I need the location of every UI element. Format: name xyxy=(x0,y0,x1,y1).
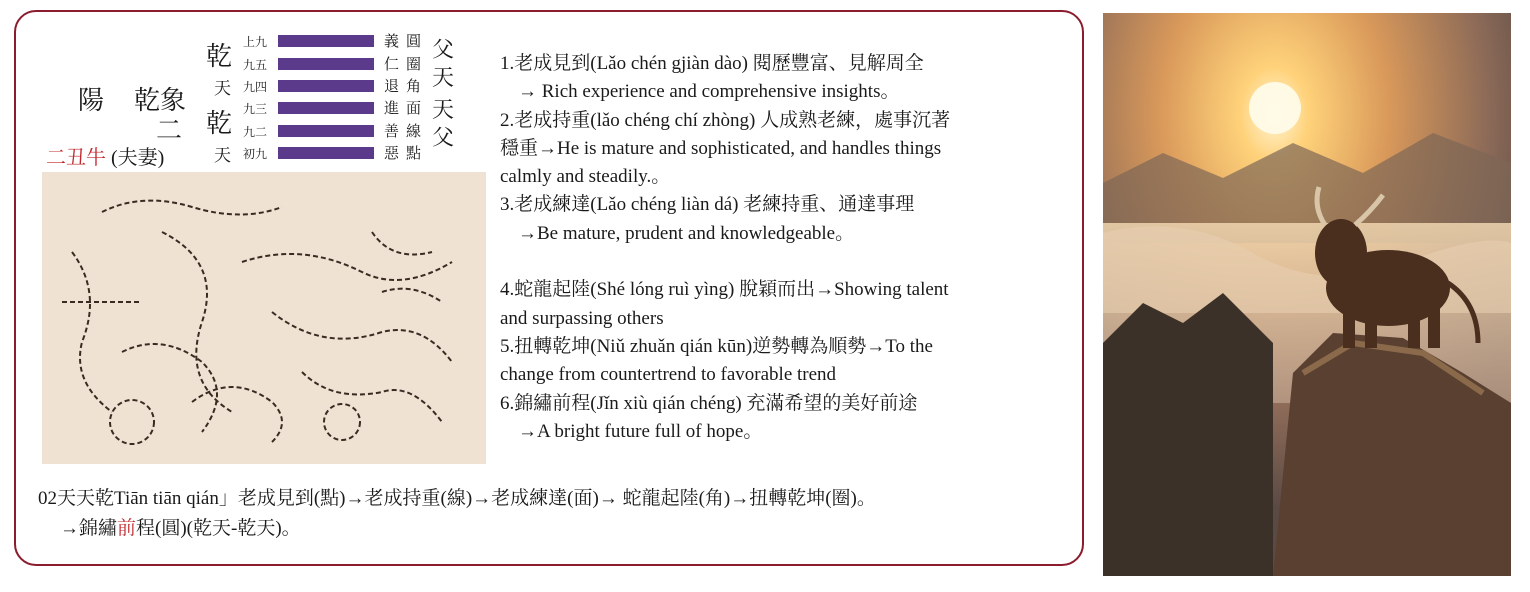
yang-char: 陽 xyxy=(78,86,105,115)
virtue-char: 善 xyxy=(384,124,400,140)
virtue-char: 惡 xyxy=(384,146,400,162)
line-8 xyxy=(500,248,1060,276)
tian-bottom-char: 天 xyxy=(214,146,231,165)
yang-line-bar xyxy=(278,102,374,114)
explanation-text xyxy=(500,50,1060,446)
yang-line-bar xyxy=(278,58,374,70)
virtue-char: 義 xyxy=(384,34,400,50)
line-10: and surpassing others xyxy=(500,307,664,329)
shape-char: 圓 xyxy=(406,34,422,50)
shape-char: 圈 xyxy=(406,57,422,73)
summary-line-2: →錦繡前程(圓)(乾天-乾天)。 xyxy=(60,518,301,539)
shape-char: 角 xyxy=(406,79,422,95)
virtue-char: 仁 xyxy=(384,57,400,73)
line-13: 6.錦繡前程(Jǐn xiù qián chéng) 充滿希望的美好前途 xyxy=(500,392,918,414)
shape-char: 面 xyxy=(406,101,422,117)
line-name: 初九 xyxy=(243,147,268,161)
qian-xiang-label: 乾象 xyxy=(134,86,187,115)
summary-text xyxy=(38,484,876,544)
line-7: →Be mature, prudent and knowledgeable。 xyxy=(518,222,855,244)
line-11: 5.扭轉乾坤(Niǔ zhuǎn qián kūn)逆勢轉為順勢→To the xyxy=(500,335,933,357)
yang-line-bar xyxy=(278,147,374,159)
line-4: 穩重→He is mature and sophisticated, and handles things xyxy=(500,137,942,159)
virtue-char: 退 xyxy=(384,79,400,95)
yang-line-bar xyxy=(278,35,374,47)
qian-top-char: 乾 xyxy=(206,42,233,71)
line-1: 1.老成見到(Lǎo chén gjiàn dào) 閱歷豐富、見解周全 xyxy=(500,53,924,74)
line-name: 上九 xyxy=(243,35,268,49)
hexagram-label: 二丑牛 (夫妻) xyxy=(46,147,165,169)
bull-on-cliff-photo xyxy=(1103,13,1511,576)
line-name: 九五 xyxy=(243,58,268,72)
father-heaven-top: 父 天 xyxy=(432,37,455,90)
line-name: 九二 xyxy=(243,125,268,139)
er-char: 二 xyxy=(156,116,183,145)
line-9: 4.蛇龍起陸(Shé lóng ruì yìng) 脫穎而出→Showing talent xyxy=(500,279,949,301)
line-6: 3.老成練達(Lǎo chéng liàn dá) 老練持重、通達事理 xyxy=(500,194,915,216)
yang-line-bar xyxy=(278,80,374,92)
line-2: → Rich experience and comprehensive insights。 xyxy=(518,81,900,103)
summary-line-1: 02天天乾Tiān tiān qián」老成見到(點)→老成持重(線)→老成練達(面)→ 蛇龍起陸(角)→扭轉乾坤(圈)。 xyxy=(38,488,876,509)
line-12: change from countertrend to favorable trend xyxy=(500,364,837,386)
line-5: calmly and steadily.。 xyxy=(500,166,671,188)
qian-bottom-char: 乾 xyxy=(206,109,233,138)
line-name: 九四 xyxy=(243,80,268,94)
shape-char: 點 xyxy=(406,146,422,162)
virtue-char: 進 xyxy=(384,101,400,117)
shape-char: 線 xyxy=(406,124,422,140)
line-3: 2.老成持重(lǎo chéng chí zhòng) 人成熟老練，處事沉著 xyxy=(500,109,951,131)
line-14: →A bright future full of hope。 xyxy=(518,420,763,442)
father-heaven-bottom: 天 父 xyxy=(432,97,455,150)
ancient-sketch-image xyxy=(42,172,486,464)
line-name: 九三 xyxy=(243,102,268,116)
tian-top-char: 天 xyxy=(214,79,231,98)
yang-line-bar xyxy=(278,125,374,137)
